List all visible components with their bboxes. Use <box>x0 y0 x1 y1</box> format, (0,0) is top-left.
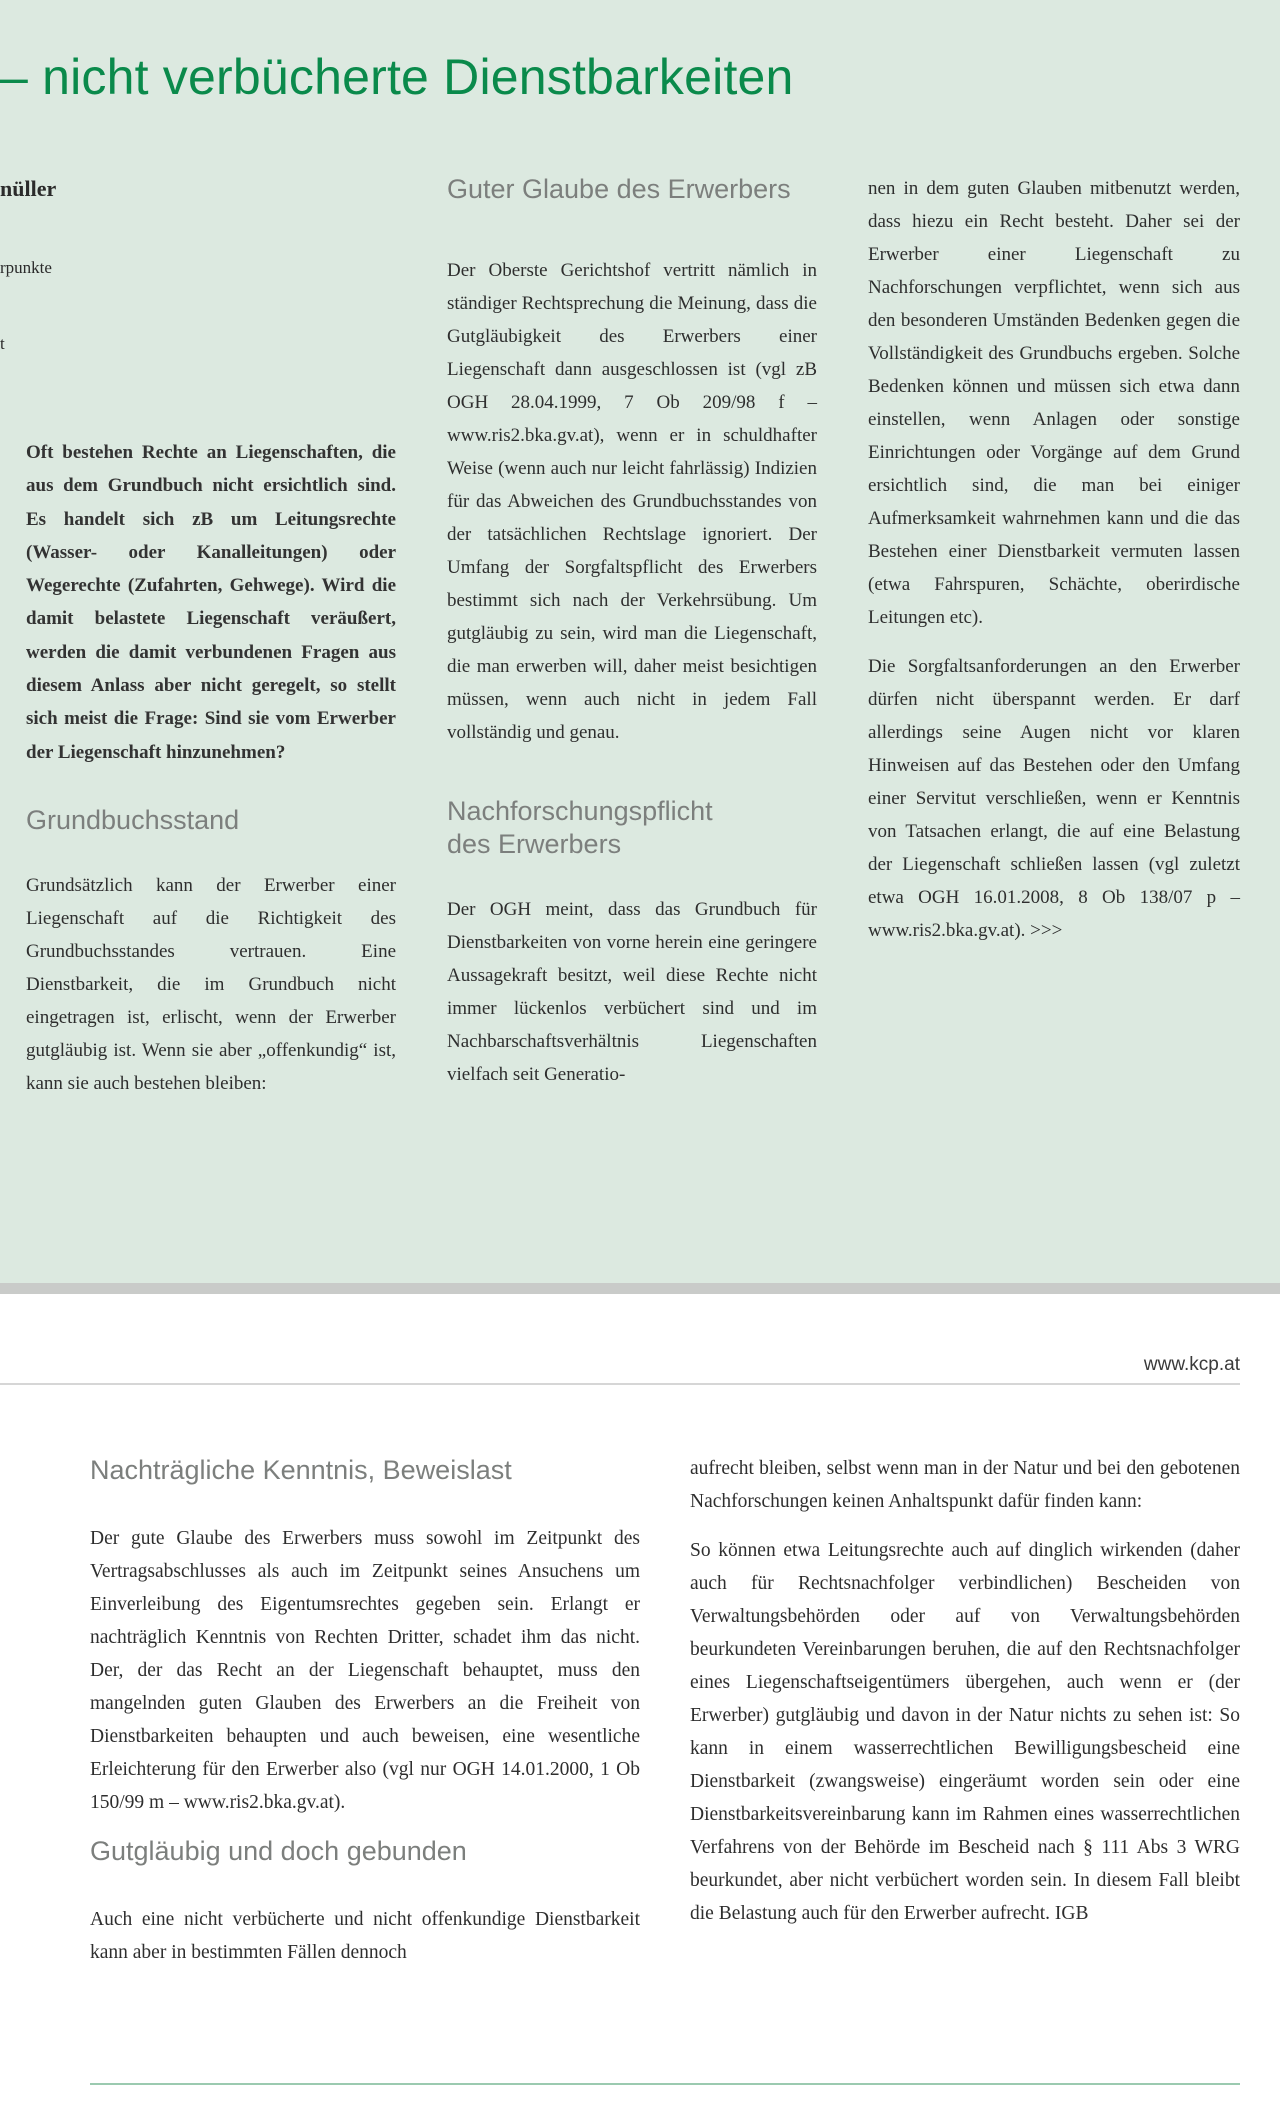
bottom-rule <box>90 2083 1240 2085</box>
heading-nachforschungspflicht <box>447 795 817 861</box>
guter-glaube-paragraph: Der Oberste Gerichtshof vertritt nämlich in ständiger Rechtsprechung die Meinung, dass die Gutgläubigkeit des Erwerbers einer Liegenschaft dann ausgeschlossen ist (vgl zB OGH 28.04.1999, 7 Ob 209/98 f – www.ris2.bka.gv.at), wenn er in schuldhafter Weise (wenn auch nur leicht fahrlässig) Indizien für das Abweichen des Grundbuchsstandes von der tatsächlichen Rechtslage ignoriert. Der Umfang der Sorgfaltspflicht des Erwerbers bestimmt sich nach der Verkehrsübung. Um gutgläubig zu sein, wird man die Liegenschaft, die man erwerben will, daher meist besichtigen müssen, wenn auch nicht in jedem Fall vollständig und genau. <box>447 260 817 743</box>
heading-guter-glaube: Guter Glaube des Erwerbers <box>447 174 791 204</box>
top-column-1 <box>26 436 396 1100</box>
page-separator-band <box>0 1283 1280 1294</box>
top-column-2 <box>447 172 817 1091</box>
site-url: www.kcp.at <box>1143 1354 1240 1375</box>
url-rule <box>0 1383 1240 1385</box>
bottom-column-1 <box>90 1452 640 1969</box>
heading-nachtraegliche-kenntnis: Nachträgliche Kenntnis, Beweislast <box>90 1455 512 1485</box>
heading-gutglaeubig: Gutgläubig und doch gebunden <box>90 1836 467 1866</box>
heading-grundbuchsstand: Grundbuchsstand <box>26 804 240 835</box>
bottom-column-2 <box>690 1452 1240 1930</box>
grundbuchsstand-paragraph: Grundsätzlich kann der Erwerber einer Liegenschaft auf die Richtigkeit des Grundbuchsstandes vertrauen. Eine Dienstbarkeit, die im Grundbuch nicht eingetragen ist, erlischt, wenn der Erwerber gutgläubig ist. Wenn sie aber „offenkundig“ ist, kann sie auch bestehen bleiben: <box>26 874 396 1094</box>
nachtraegliche-kenntnis-paragraph: Der gute Glaube des Erwerbers muss sowohl im Zeitpunkt des Vertragsabschlusses als auch im Zeitpunkt seines Ansuchens um Einverleibung des Eigentumsrechtes gegeben sein. Erlangt er nachträglich Kenntnis von Rechten Dritter, schadet ihm das nicht. Der, der das Recht an der Liegenschaft behauptet, muss den mangelnden guten Glauben des Erwerbers an die Freiheit von Dienstbarkeiten behaupten und auch beweisen, eine wesentliche Erleichterung für den Erwerber also (vgl nur OGH 14.01.2000, 1 Ob 150/99 m – www.ris2.bka.gv.at). <box>90 1528 640 1813</box>
text-fragment: t <box>0 334 5 353</box>
heading-nachforschungspflicht-line1: Nachforschungspflicht <box>447 796 713 826</box>
author-fragment: nüller <box>0 176 57 201</box>
page-title: – nicht verbücherte Dienstbarkeiten <box>0 49 794 105</box>
nachforschungspflicht-paragraph: Der OGH meint, dass das Grundbuch für Dienstbarkeiten von vorne herein eine geringere Aussagekraft besitzt, weil diese Rechte nicht immer lückenlos verbüchert sind und im Nachbarschaftsverhältnis Liegenschaften vielfach seit Generatio- <box>447 899 817 1085</box>
leitungsrechte-paragraph: So können etwa Leitungsrechte auch auf dinglich wirkenden (daher auch für Rechtsnachfolger verbindlichen) Bescheiden von Verwaltungsbehörden oder auf von Verwaltungsbehörden beurkundeten Vereinbarungen beruhen, die auf den Rechtsnachfolger eines Liegenschaftseigentümers übergehen, auch wenn er (der Erwerber) gutgläubig und davon in der Natur nichts zu sehen ist: So kann in einem wasserrechtlichen Bewilligungsbescheid eine Dienstbarkeit (zwangsweise) eingeräumt worden sein oder eine Dienstbarkeitsvereinbarung kann im Rahmen eines wasserrechtlichen Verfahrens von der Behörde im Bescheid nach § 111 Abs 3 WRG beurkundet, aber nicht verbüchert worden sein. In diesem Fall bleibt die Belastung auch für den Erwerber aufrecht. IGB <box>690 1540 1240 1924</box>
aufrecht-paragraph: aufrecht bleiben, selbst wenn man in der Natur und bei den gebotenen Nachforschungen keinen Anhaltspunkt dafür finden kann: <box>690 1458 1240 1512</box>
continued-paragraph: nen in dem guten Glauben mitbenutzt werden, dass hiezu ein Recht besteht. Daher sei der Erwerber einer Liegenschaft zu Nachforschungen verpflichtet, wenn sich aus den besonderen Umständen Bedenken gegen die Vollständigkeit des Grundbuchs ergeben. Solche Bedenken können und müssen sich etwa dann einstellen, wenn Anlagen oder sonstige Einrichtungen oder Vorgänge auf dem Grund ersichtlich sind, die man bei einiger Aufmerksamkeit wahrnehmen kann und die das Bestehen einer Dienstbarkeit vermuten lassen (etwa Fahrspuren, Schächte, oberirdische Leitungen etc). <box>868 178 1240 628</box>
sorgfalt-paragraph: Die Sorgfaltsanforderungen an den Erwerber dürfen nicht überspannt werden. Er darf allerdings seine Augen nicht vor klaren Hinweisen auf das Bestehen oder den Umfang einer Servitut verschließen, wenn er Kenntnis von Tatsachen erlangt, die auf eine Belastung der Liegenschaft schließen lassen (vgl zuletzt etwa OGH 16.01.2008, 8 Ob 138/07 p – www.ris2.bka.gv.at). >>> <box>868 656 1240 941</box>
top-column-3 <box>868 172 1240 947</box>
topics-fragment: rpunkte <box>0 258 52 277</box>
intro-paragraph: Oft bestehen Rechte an Liegenschaften, die aus dem Grundbuch nicht ersichtlich sind. Es handelt sich zB um Leitungsrechte (Wasser- oder Kanalleitungen) oder Wegerechte (Zufahrten, Gehwege). Wird die damit belastete Liegenschaft veräußert, werden die damit verbundenen Fragen aus diesem Anlass aber nicht geregelt, so stellt sich meist die Frage: Sind sie vom Erwerber der Liegenschaft hinzunehmen? <box>26 442 396 763</box>
heading-nachforschungspflicht-line2: des Erwerbers <box>447 829 622 859</box>
gutglaeubig-paragraph: Auch eine nicht verbücherte und nicht offenkundige Dienstbarkeit kann aber in bestimmten Fällen dennoch <box>90 1909 640 1963</box>
